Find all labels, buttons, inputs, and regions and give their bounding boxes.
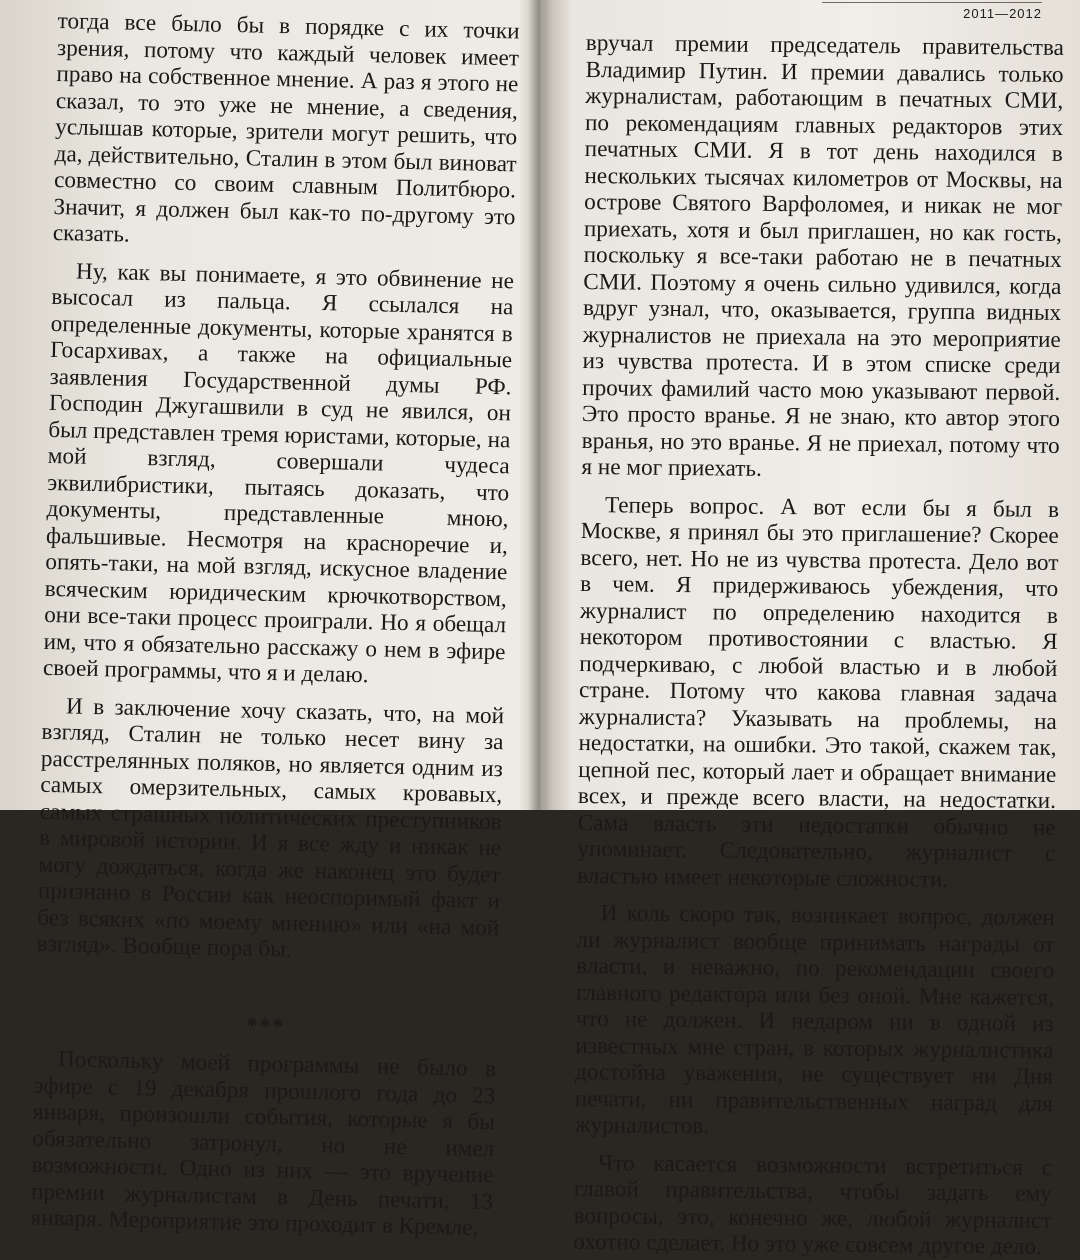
paragraph: вручал премии председатель правительства Владимир Путин. И премии давались только журналистам, работающим в печатных СМИ, по рекомендациям главных редакторов этих печатных СМИ. Я в тот день находился в нескольких тысячах километров от Москвы, на острове Святого Варфоломея, и никак не мог приехать, хотя и был приглашен, но как гость, поскольку я все-таки работаю не в печатных СМИ. Поэтому я очень сильно удивился, когда вдруг узнал, что, оказывается, группа видных журналистов не приехала на это мероприятие из чувства протеста. И в этом списке среди прочих фамилий часто мою указывают первой. Это просто вранье. Я не знаю, кто автор этого вранья, но это вранье. Я не приехал, потому что я не мог приехать. [581,30,1064,482]
section-separator: *** [246,1012,286,1038]
paragraph: тогда все было бы в порядке с их точки зрения, потому что каждый человек имеет право на собственное мнение. А раз я этого не сказал, то это уже не мнение, а сведения, услышав которые, зрители могут решить, что да, действительно, Сталин в этом был виноват совместно со своим славным Политбюро. Значит, я должен был как-то по-другому это сказать. [52,8,520,248]
paragraph: Ну, как вы понимаете, я это обвинение не высосал из пальца. Я ссылался на определенные документы, которые хранятся в Госархивах, а также на официальные заявления Государственной думы РФ. Господин Джугашвили в суд не явился, он был представлен тремя юристами, которые, на мой взгляд, совершали чудеса эквилибристики, пытаясь доказать, что документы, представленные мною, фальшивые. Несмотря на красноречие и, опять-таки, на мой взгляд, искусное владение всяческим юридическим крючкотворством, они все-таки процесс проиграли. Но я обещал им, что я обязательно расскажу о нем в эфире своей программы, что я и делаю. [42,257,515,689]
left-page [0,0,538,1241]
running-head: 2011—2012 [963,6,1042,21]
right-page [542,0,1080,1260]
paragraph: Теперь вопрос. А вот если бы я был в Москве, я принял бы это приглашение? Скорее всего, нет. Но не из чувства протеста. Дело вот в чем. Я придерживаюсь убеждения, что журналист по определению находится в некотором противостоянии с властью. Я подчеркиваю, с любой властью и в любой стране. Потому что какова главная задача журналиста? Указывать на проблемы, на недостатки, на ошибки. Это такой, скажем так, цепной пес, который лает и обращает внимание всех, и прежде всего власти, на недостатки. Сама власть эти недостатки обычно не упоминает. Следовательно, журналист с властью имеет некоторые сложности. [577,491,1060,893]
paragraph: Что касается возможности встретиться с главой правительства, чтобы задать ему вопросы, это, конечно же, любой журналист охотно сделает. Но это уже совсем другое дело. [573,1149,1053,1260]
right-page-text [573,30,1064,1260]
paragraph: И коль скоро так, возникает вопрос, должен ли журналист вообще принимать награды от власти, и неважно, по рекомендации своего главного редактора или без оной. Мне кажется, что не должен. И недаром ни в одной из известных мне стран, в которых журналистика достойна уважения, не существует ни Дня печати, ни правительственных наград для журналистов. [574,900,1055,1140]
paragraph: И в заключение хочу сказать, что, на мой взгляд, Сталин не только несет вину за расстрелянных поляков, но является одним из самых омерзительных, самых кровавых, самых страшных политических преступников в мировой истории. И я все жду и никак не могу дождаться, когда же наконец это будет признано в России как неоспоримый факт и без всяких «по моему мнению» или «на мой взгляд». Вообще пора бы. [36,692,505,963]
paragraph: Поскольку моей программы не было в эфире с 19 декабря прошлого года до 23 января, произошли события, которые я бы обязательно затронул, но не имел возможности. Одно из них — это вручение премии журналистам в День печати, 13 января. Мероприятие это проходит в Кремле, [30,1046,497,1241]
left-page-text [30,8,520,1242]
